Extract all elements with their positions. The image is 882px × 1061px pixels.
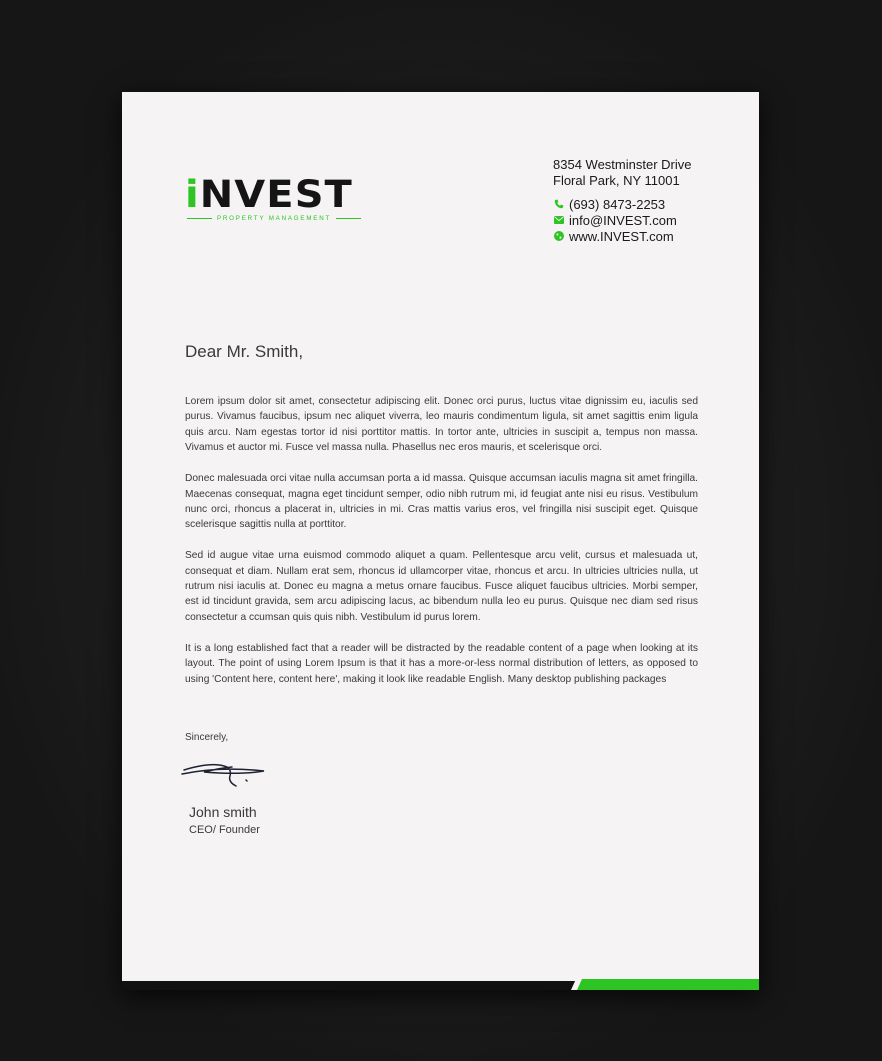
body-paragraph-4: It is a long established fact that a reader will be distracted by the readable content of a page when looking at its layout. The point of using Lorem Ipsum is that it has a more-or-less normal distribution of letters, as opposed to using 'Content here, content here', making it look like readable English. Many desktop publishing packages (185, 642, 698, 685)
handwritten-signature (180, 750, 270, 790)
body-paragraph-1: Lorem ipsum dolor sit amet, consectetur adipiscing elit. Donec orci purus, luctus vitae dignissim eu, iaculis sed purus. Vivamus faucibus, ipsum nec aliquet viverra, leo mauris condimentum ligula, sit amet sagittis enim ligula quis arcu. Nam egestas tortor id nisi porttitor mattis. In tortor ante, ultricies in suscipit a, tempus non massa. Vivamus et auctor mi. Fusce vel massa nulla. Phasellus nec eros mauris, et scelerisque orci. (185, 396, 698, 454)
address-line-1: 8354 Westminster Drive (553, 157, 692, 172)
signer-title: CEO/ Founder (189, 824, 260, 836)
website-url: www.INVEST.com (569, 228, 674, 244)
body-paragraph-3: Sed id augue vitae urna euismod commodo aliquet a quam. Pellentesque arcu velit, cursus et malesuada ut, consequat et diam. Nullam erat sem, rhoncus id ullamcorper vitae, rhoncus et arcu. In ultricies ultricies nulla, ut rutrum nisi iaculis at. Donec eu magna a metus ornare faucibus. Fusce aliquet faucibus ultricies. Morbi semper, est id tincidunt gravida, sem arcu adipiscing lacus, ac bibendum nulla leo eu purus. Quisque nec diam sed risus consectetur a ccumsan quis quis nibh. Vestibulum id purus lorem. (185, 550, 698, 623)
invest-logo (185, 175, 365, 225)
letterhead-page (122, 92, 759, 990)
logo-wordmark (185, 175, 353, 215)
letter-closing: Sincerely, (185, 732, 229, 743)
phone-icon (553, 199, 564, 210)
website-row (553, 228, 691, 244)
phone-row (553, 196, 691, 212)
globe-icon (553, 231, 564, 242)
footer-green-stripe (577, 979, 759, 990)
letter-body (185, 394, 698, 703)
tagline-rule-right (336, 218, 361, 219)
tagline-text: PROPERTY MANAGEMENT (216, 215, 332, 222)
contact-block (553, 157, 691, 244)
tagline-rule-left (187, 218, 212, 219)
logo-word-rest: NVEST (199, 173, 353, 216)
footer-black-stripe (122, 981, 576, 990)
address-line-2: Floral Park, NY 11001 (553, 173, 680, 188)
letter-greeting: Dear Mr. Smith, (185, 342, 304, 361)
footer-stripe (122, 979, 759, 990)
body-paragraph-2: Donec malesuada orci vitae nulla accumsan porta a id massa. Quisque accumsan iaculis magna sit amet fringilla. Maecenas consequat, magna eget tincidunt semper, odio nibh rutrum mi, id feugiat ante nisi eu risus. Vestibulum nunc orci, rhoncus a placerat in, ultricies in mi. Cras mattis varius eros, vel fringilla nisi suscipit eget. Quisque scelerisque sagittis nulla at porttitor. (185, 473, 698, 531)
phone-number: (693) 8473-2253 (569, 196, 666, 212)
email-address: info@INVEST.com (569, 212, 677, 228)
signer-name: John smith (189, 804, 257, 820)
logo-tagline (187, 215, 361, 222)
email-row (553, 212, 691, 228)
logo-house-i: i (185, 173, 200, 216)
email-icon (553, 215, 564, 226)
